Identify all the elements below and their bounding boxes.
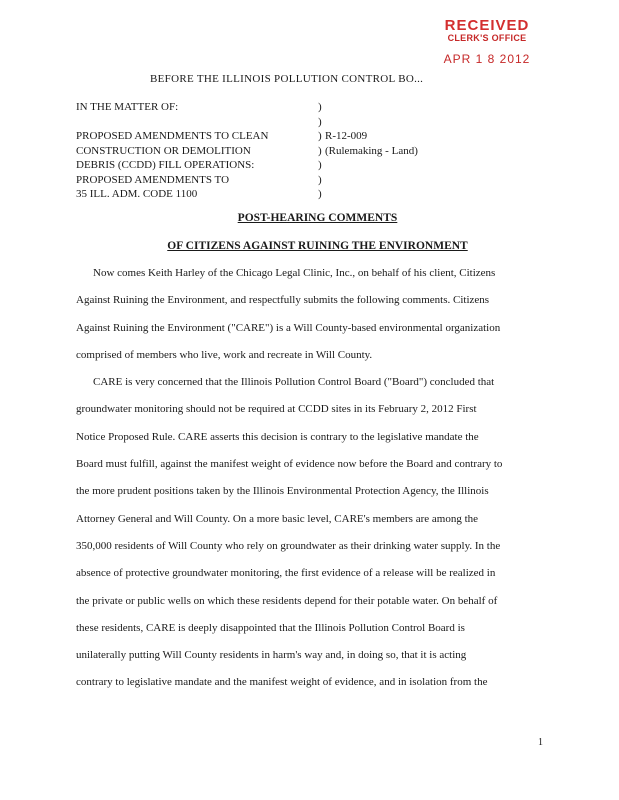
caption-row [76,187,418,202]
body-line: contrary to legislative mandate and the manifest weight of evidence, and in isolation from the [76,676,488,689]
body-line: 350,000 residents of Will County who rely on groundwater as their drinking water supply. In the [76,539,501,552]
body-line: Notice Proposed Rule. CARE asserts this decision is contrary to the legislative mandate the [76,430,479,443]
body-line: Against Ruining the Environment ("CARE") is a Will County-based environmental organization [76,321,501,334]
document-title: POST-HEARING COMMENTS [237,212,398,224]
caption-row [76,100,418,115]
body-line: the more prudent positions taken by the Illinois Environmental Protection Agency, the Illinois [76,485,489,498]
caption-left: CONSTRUCTION OR DEMOLITION [76,144,251,157]
docket-number: R-12-009 [325,130,368,142]
caption-left [76,115,318,130]
caption-left: IN THE MATTER OF: [76,101,179,113]
caption-paren: ) [318,101,322,113]
body-line: CARE is very concerned that the Illinois Pollution Control Board ("Board") concluded that [93,376,495,389]
page-number: 1 [538,737,543,748]
body-line: these residents, CARE is deeply disappointed that the Illinois Pollution Control Board is [76,621,465,634]
body-line: comprised of members who live, work and recreate in Will County. [76,348,373,361]
body-line: unilaterally putting Will County residents in harm's way and, in doing so, that it is acting [76,649,467,662]
caption-row [76,115,418,130]
caption-row [76,158,418,173]
case-caption [76,100,418,202]
caption-paren: ) [318,188,322,200]
caption-left: DEBRIS (CCDD) FILL OPERATIONS: [76,159,255,171]
caption-row [76,129,418,144]
caption-left: 35 ILL. ADM. CODE 1100 [76,188,198,200]
caption-row [76,144,418,159]
body-line: groundwater monitoring should not be required at CCDD sites in its February 2, 2012 First [76,403,477,416]
caption-paren: ) [318,173,322,186]
body-text [76,265,546,702]
document-subtitle: OF CITIZENS AGAINST RUINING THE ENVIRONMENT [167,240,468,252]
body-line: absence of protective groundwater monitoring, the first evidence of a release will be realized in [76,567,496,580]
caption-paren: ) [318,144,322,157]
body-line: Board must fulfill, against the manifest weight of evidence now before the Board and contrary to [76,458,503,471]
caption-paren: ) [318,159,322,171]
caption-paren: ) [318,130,322,142]
received-stamp [432,18,542,67]
caption-row [76,173,418,188]
board-title: BEFORE THE ILLINOIS POLLUTION CONTROL BO... [150,73,424,85]
body-line: Attorney General and Will County. On a more basic level, CARE's members are among the [76,512,479,525]
body-line: Against Ruining the Environment, and respectfully submits the following comments. Citizens [76,294,490,307]
caption-left: PROPOSED AMENDMENTS TO [76,173,230,186]
caption-left: PROPOSED AMENDMENTS TO CLEAN [76,130,269,142]
docket-type: (Rulemaking - Land) [325,144,418,157]
stamp-date: APR 1 8 2012 [443,52,531,66]
stamp-office: CLERK'S OFFICE [447,33,527,43]
body-line: the private or public wells on which these residents depend for their potable water. On behalf of [76,594,498,607]
caption-paren: ) [318,115,322,128]
stamp-received: RECEIVED [444,17,530,34]
body-line: Now comes Keith Harley of the Chicago Legal Clinic, Inc., on behalf of his client, Citizens [93,267,496,279]
